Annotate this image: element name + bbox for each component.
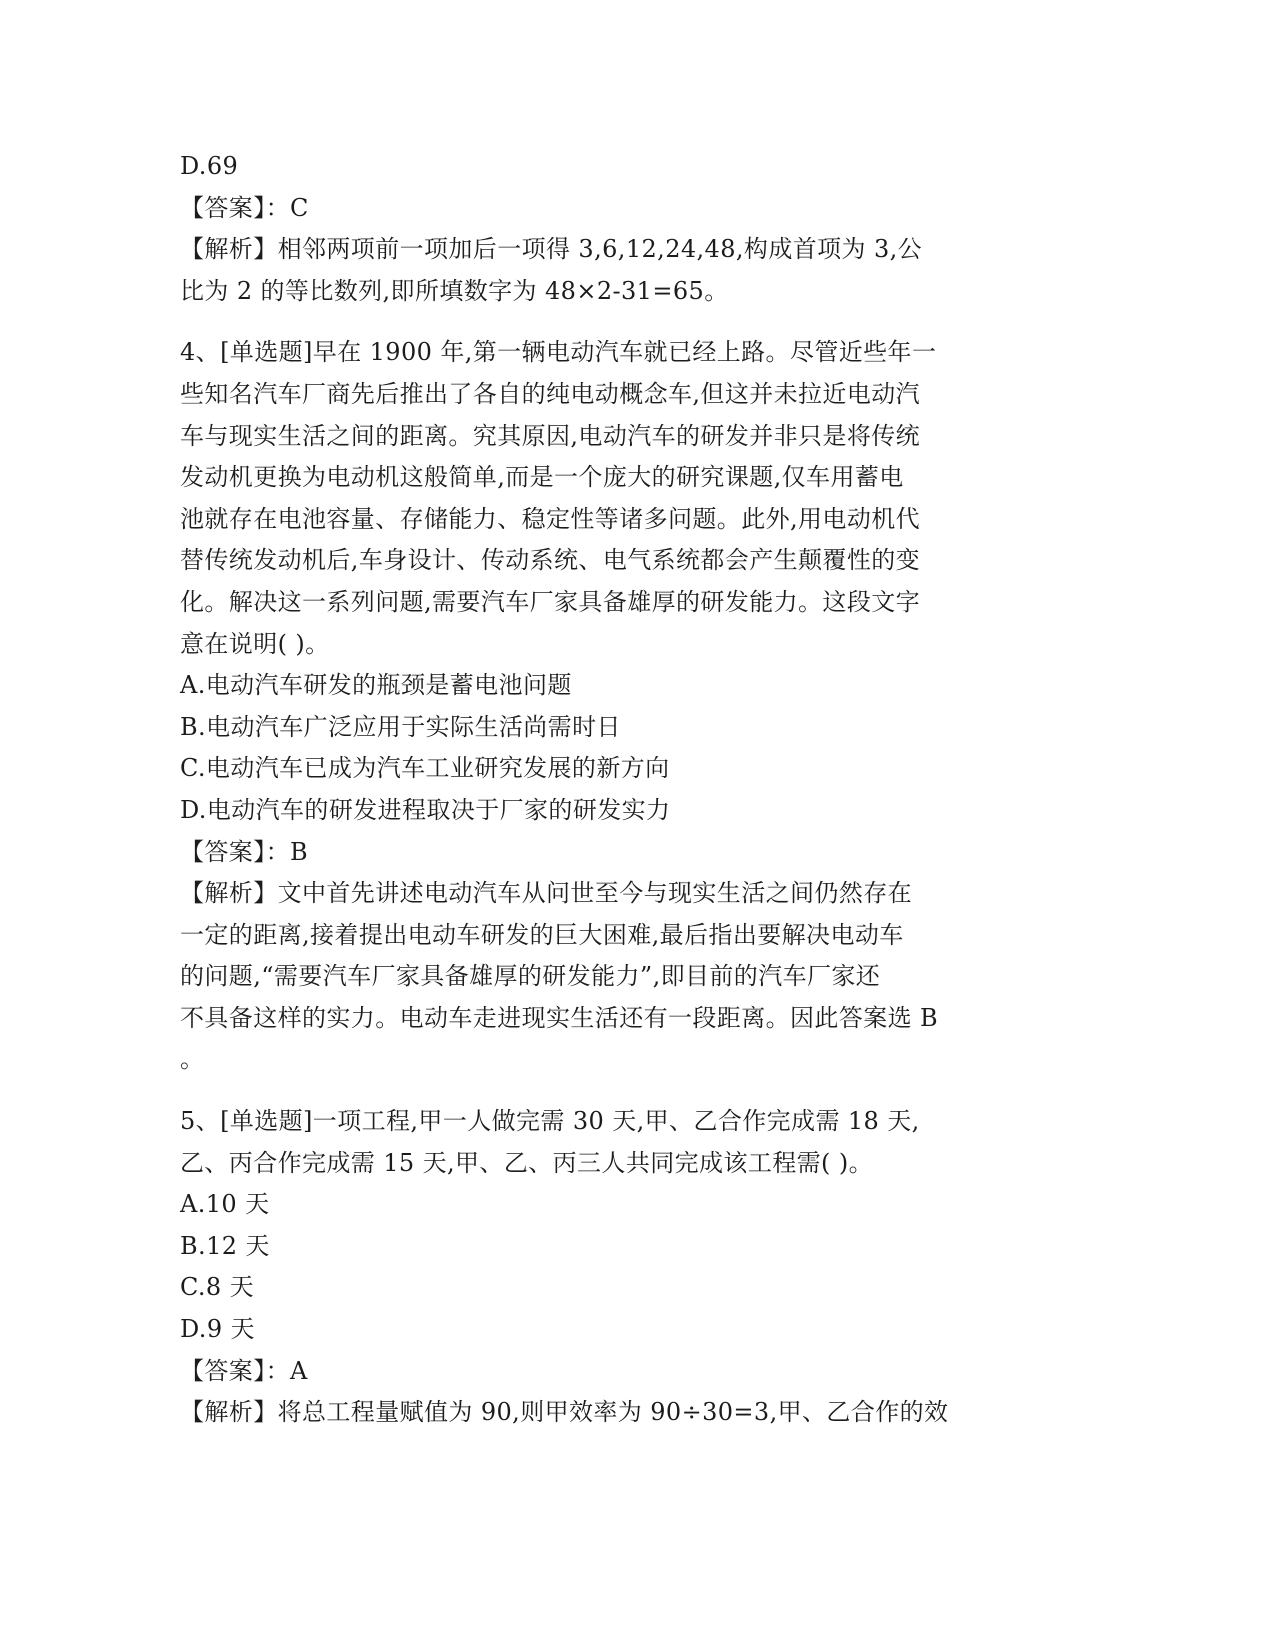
- option-b: B.电动汽车广泛应用于实际生活尚需时日: [180, 712, 621, 741]
- analysis-line: 。: [180, 1045, 205, 1074]
- question-stem-line: 化。解决这一系列问题,需要汽车厂家具备雄厚的研发能力。这段文字: [180, 587, 921, 616]
- analysis-line: 【解析】将总工程量赋值为 90,则甲效率为 90÷30=3,甲、乙合作的效: [180, 1398, 949, 1427]
- option-d: D.电动汽车的研发进程取决于厂家的研发实力: [180, 795, 671, 824]
- section-gap: [180, 1081, 1080, 1101]
- answer: 【答案】：A: [180, 1356, 308, 1385]
- analysis-line: 的问题,“需要汽车厂家具备雄厚的研发能力”,即目前的汽车厂家还: [180, 962, 881, 991]
- analysis-line: 【解析】文中首先讲述电动汽车从问世至今与现实生活之间仍然存在: [180, 879, 912, 908]
- question-stem-line: 发动机更换为电动机这般简单,而是一个庞大的研究课题,仅车用蓄电: [180, 463, 904, 492]
- option-d: D.69: [180, 152, 239, 180]
- question-stem-line: 些知名汽车厂商先后推出了各自的纯电动概念车,但这并未拉近电动汽: [180, 379, 921, 408]
- section-gap: [180, 312, 1080, 332]
- question-stem-line: 车与现实生活之间的距离。究其原因,电动汽车的研发并非只是将传统: [180, 421, 921, 450]
- question-stem-line: 乙、丙合作完成需 15 天,甲、乙、丙三人共同完成该工程需( )。: [180, 1148, 873, 1177]
- option-a: A.电动汽车研发的瓶颈是蓄电池问题: [180, 671, 572, 700]
- analysis-line: 不具备这样的实力。电动车走进现实生活还有一段距离。因此答案选 B: [180, 1003, 939, 1032]
- question-stem-line: 4、[单选题]早在 1900 年,第一辆电动汽车就已经上路。尽管近些年一: [180, 338, 937, 367]
- question-stem-line: 池就存在电池容量、存储能力、稳定性等诸多问题。此外,用电动机代: [180, 504, 921, 533]
- question-5: [180, 1101, 1080, 1434]
- option-d: D.9 天: [180, 1315, 255, 1344]
- analysis-line: 一定的距离,接着提出电动车研发的巨大困难,最后指出要解决电动车: [180, 920, 904, 949]
- option-c: C.8 天: [180, 1273, 255, 1302]
- analysis-line: 【解析】相邻两项前一项加后一项得 3,6,12,24,48,构成首项为 3,公: [180, 235, 923, 264]
- option-c: C.电动汽车已成为汽车工业研究发展的新方向: [180, 754, 670, 783]
- question-4: [180, 332, 1080, 1081]
- answer: 【答案】：C: [180, 193, 309, 222]
- analysis-line: 比为 2 的等比数列,即所填数字为 48×2-31=65。: [180, 276, 729, 305]
- answer: 【答案】：B: [180, 837, 309, 866]
- option-b: B.12 天: [180, 1231, 270, 1260]
- page-content: [180, 146, 1080, 1434]
- question-3-tail: [180, 146, 1080, 312]
- option-a: A.10 天: [180, 1190, 270, 1219]
- question-stem-line: 替传统发动机后,车身设计、传动系统、电气系统都会产生颠覆性的变: [180, 546, 921, 575]
- question-stem-line: 意在说明( )。: [180, 629, 330, 658]
- question-stem-line: 5、[单选题]一项工程,甲一人做完需 30 天,甲、乙合作完成需 18 天,: [180, 1107, 920, 1136]
